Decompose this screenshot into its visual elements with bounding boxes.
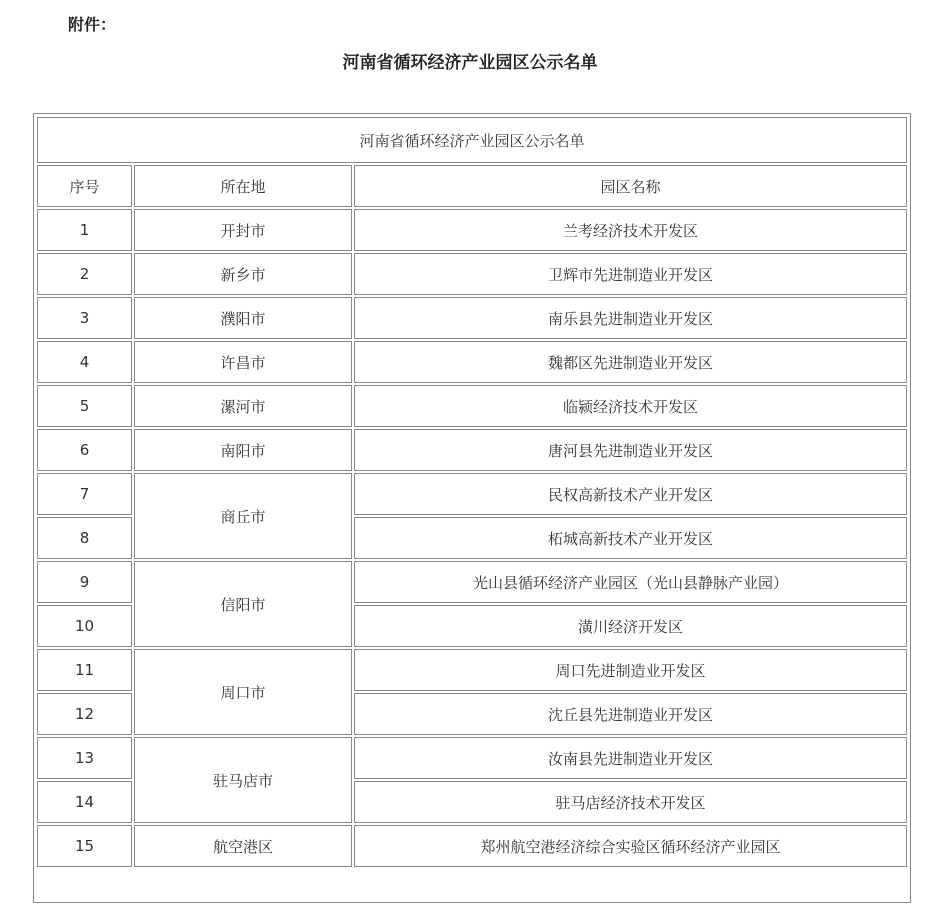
table-header-row (37, 165, 907, 207)
park-cell: 沈丘县先进制造业开发区 (354, 693, 907, 735)
seq-cell: 13 (37, 737, 132, 779)
table-frame (33, 113, 911, 903)
park-cell: 卫辉市先进制造业开发区 (354, 253, 907, 295)
city-cell-merged: 信阳市 (134, 561, 352, 647)
seq-cell: 15 (37, 825, 132, 867)
city-cell-merged: 驻马店市 (134, 737, 352, 823)
city-cell: 开封市 (134, 209, 352, 251)
seq-cell: 5 (37, 385, 132, 427)
park-cell: 潢川经济开发区 (354, 605, 907, 647)
park-cell: 魏都区先进制造业开发区 (354, 341, 907, 383)
table-caption-row (37, 117, 907, 163)
park-cell: 柘城高新技术产业开发区 (354, 517, 907, 559)
table-row (37, 737, 907, 779)
column-header-seq: 序号 (37, 165, 132, 207)
park-cell: 兰考经济技术开发区 (354, 209, 907, 251)
park-cell: 郑州航空港经济综合实验区循环经济产业园区 (354, 825, 907, 867)
city-cell-merged: 商丘市 (134, 473, 352, 559)
table-row (37, 341, 907, 383)
seq-cell: 14 (37, 781, 132, 823)
table-row (37, 825, 907, 867)
seq-cell: 11 (37, 649, 132, 691)
table-row (37, 429, 907, 471)
seq-cell: 9 (37, 561, 132, 603)
city-cell: 航空港区 (134, 825, 352, 867)
park-cell: 驻马店经济技术开发区 (354, 781, 907, 823)
page-title: 河南省循环经济产业园区公示名单 (342, 53, 598, 73)
seq-cell: 12 (37, 693, 132, 735)
seq-cell: 4 (37, 341, 132, 383)
table-row (37, 253, 907, 295)
table-row (37, 209, 907, 251)
city-cell: 濮阳市 (134, 297, 352, 339)
seq-cell: 1 (37, 209, 132, 251)
park-cell: 临颍经济技术开发区 (354, 385, 907, 427)
seq-cell: 3 (37, 297, 132, 339)
table-row (37, 385, 907, 427)
seq-cell: 8 (37, 517, 132, 559)
park-cell: 唐河县先进制造业开发区 (354, 429, 907, 471)
city-cell: 南阳市 (134, 429, 352, 471)
table-row (37, 649, 907, 691)
seq-cell: 6 (37, 429, 132, 471)
park-cell: 光山县循环经济产业园区（光山县静脉产业园） (354, 561, 907, 603)
table-row (37, 473, 907, 515)
column-header-park: 园区名称 (354, 165, 907, 207)
table-caption: 河南省循环经济产业园区公示名单 (37, 117, 907, 163)
city-cell: 新乡市 (134, 253, 352, 295)
park-cell: 汝南县先进制造业开发区 (354, 737, 907, 779)
seq-cell: 7 (37, 473, 132, 515)
city-cell: 漯河市 (134, 385, 352, 427)
attachment-label: 附件： (68, 15, 117, 34)
park-cell: 周口先进制造业开发区 (354, 649, 907, 691)
park-cell: 南乐县先进制造业开发区 (354, 297, 907, 339)
seq-cell: 10 (37, 605, 132, 647)
table-row (37, 561, 907, 603)
park-list-table (35, 115, 909, 869)
park-cell: 民权高新技术产业开发区 (354, 473, 907, 515)
city-cell-merged: 周口市 (134, 649, 352, 735)
column-header-city: 所在地 (134, 165, 352, 207)
table-row (37, 297, 907, 339)
seq-cell: 2 (37, 253, 132, 295)
city-cell: 许昌市 (134, 341, 352, 383)
